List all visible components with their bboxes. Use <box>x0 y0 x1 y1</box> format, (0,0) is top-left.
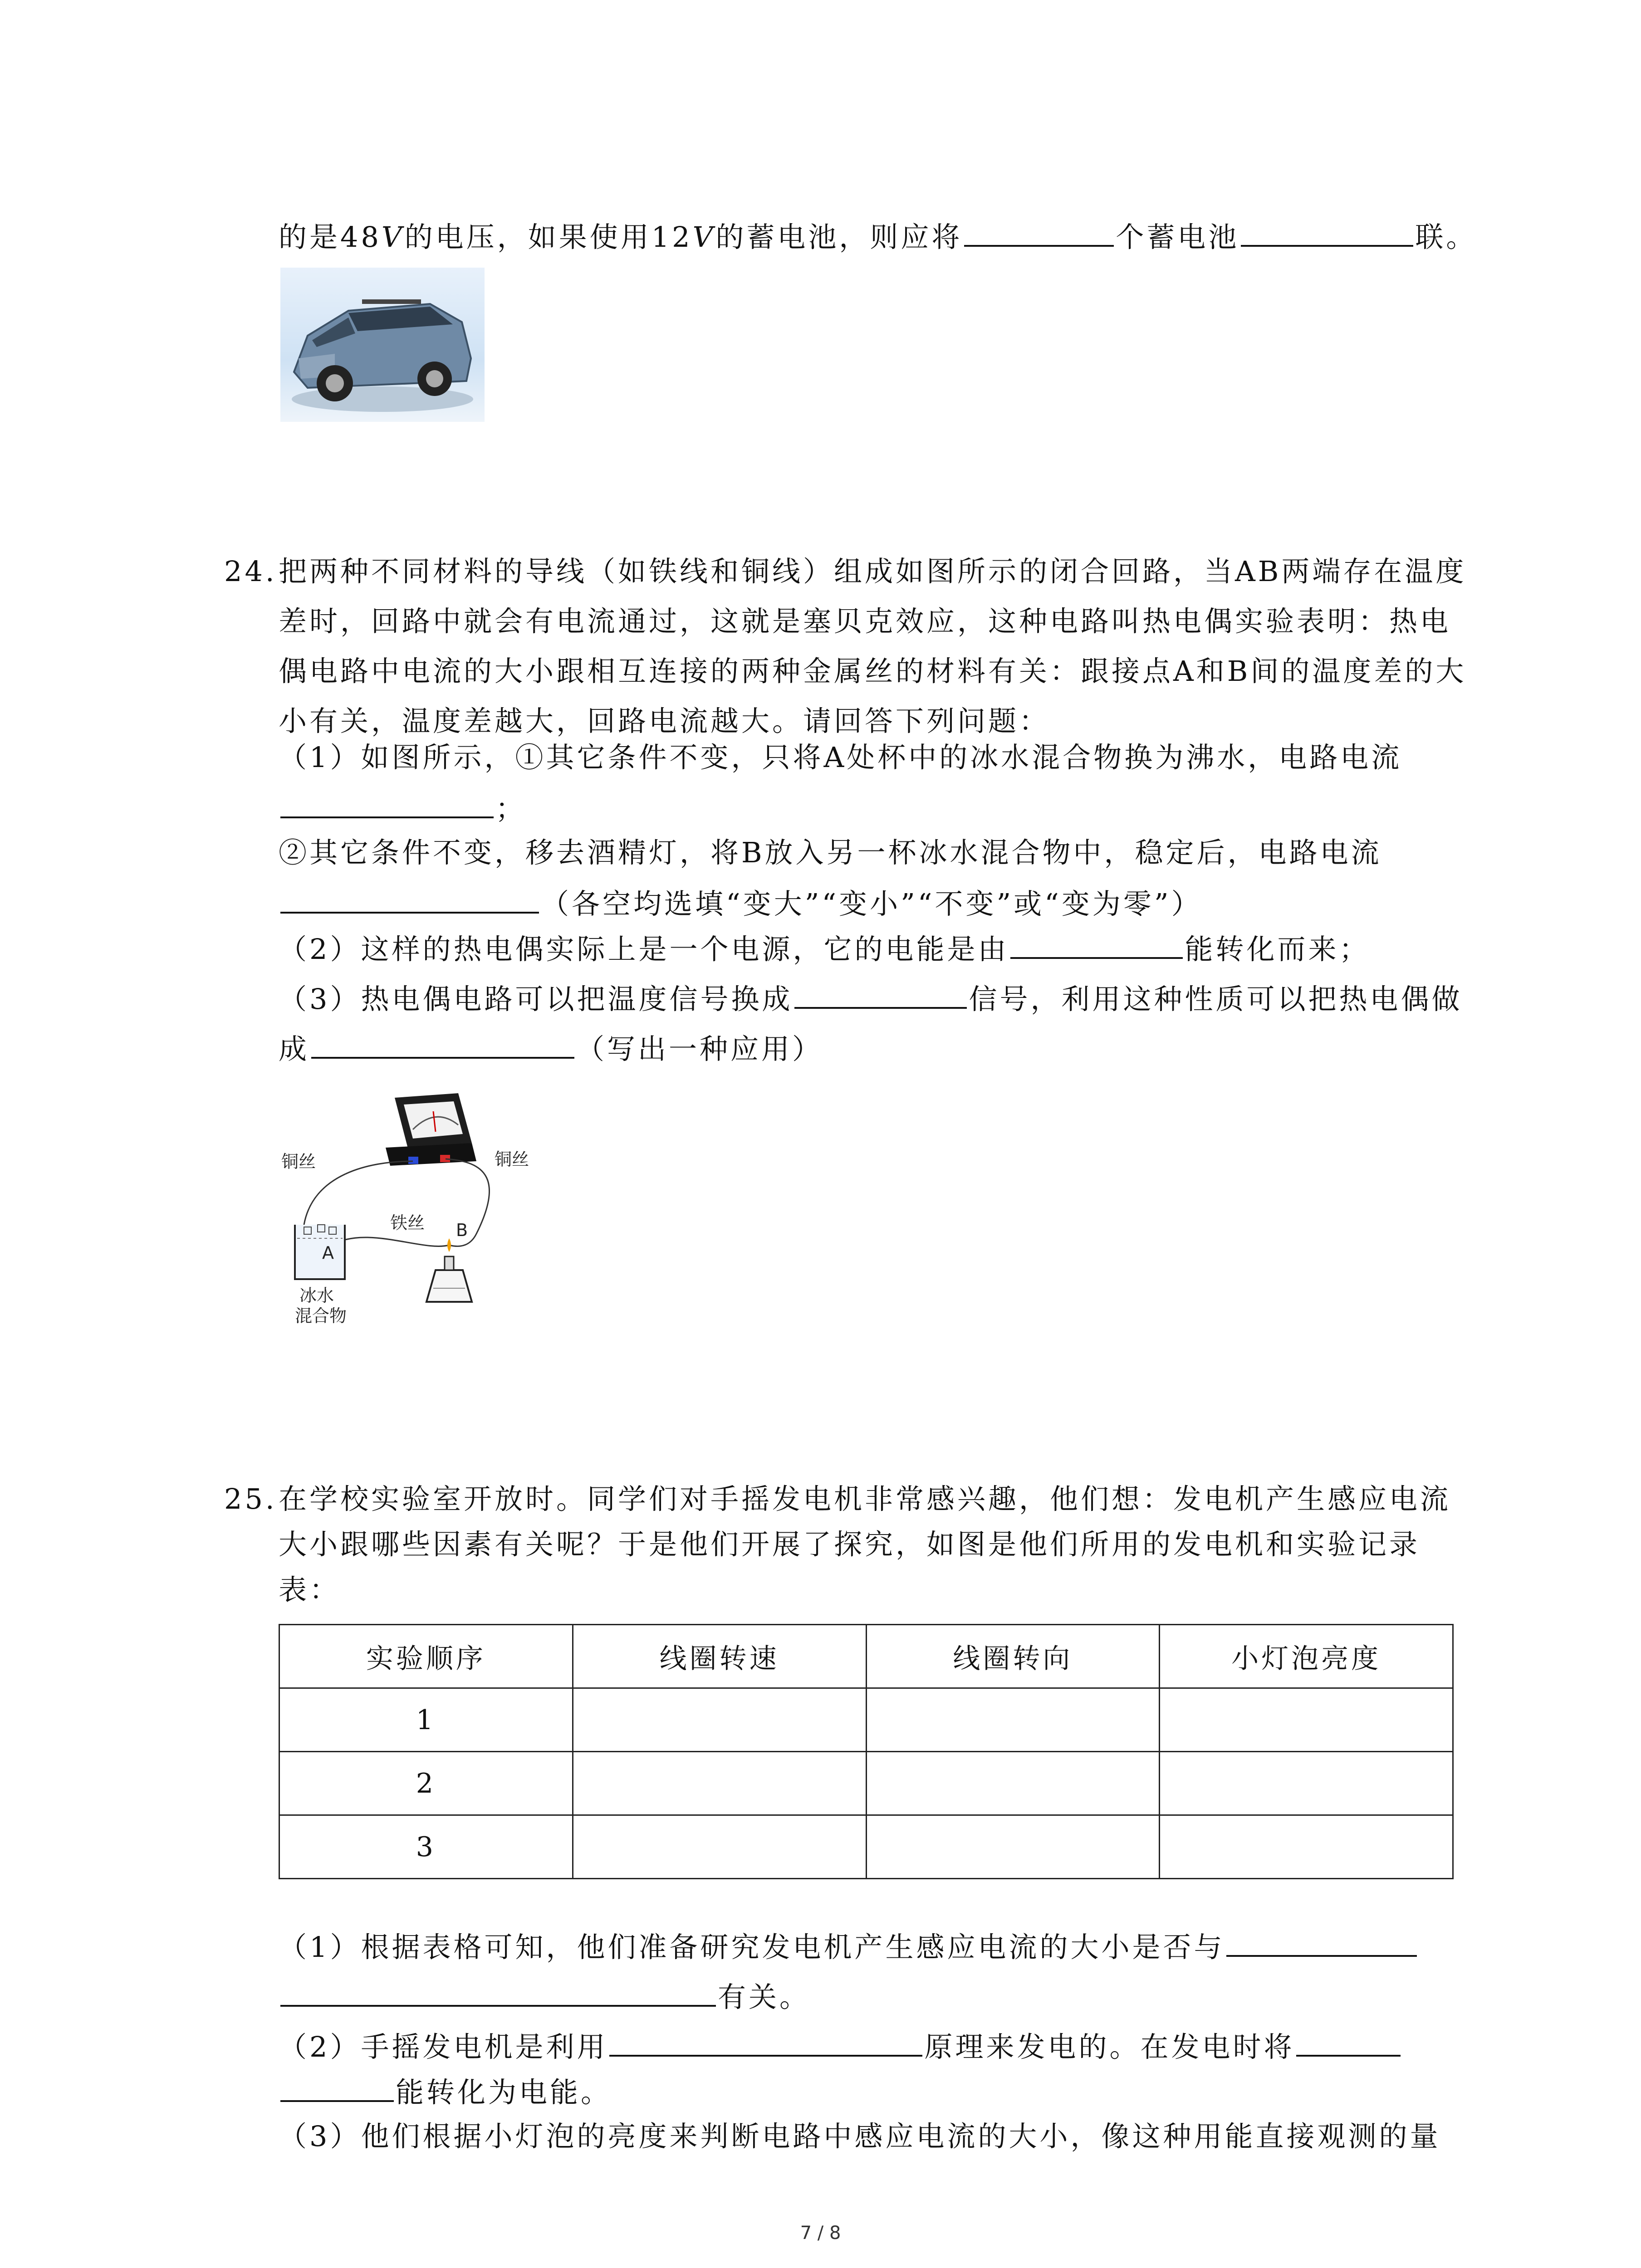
answer-blank[interactable] <box>1010 930 1183 959</box>
q25-part2b: 能转化为电能。 <box>279 2073 612 2111</box>
table-cell[interactable] <box>573 1752 866 1815</box>
table-header-cell: 线圈转向 <box>866 1625 1160 1688</box>
q25-text-line: 大小跟哪些因素有关呢？于是他们开展了探究，如图是他们所用的发电机和实验记录 <box>279 1528 1421 1561</box>
answer-blank[interactable] <box>1226 1928 1417 1957</box>
label-mixture: 混合物 <box>295 1306 347 1326</box>
table-cell[interactable] <box>573 1688 866 1752</box>
table-cell[interactable] <box>866 1815 1160 1879</box>
q24-part3b: 成 （写出一种应用） <box>279 1030 823 1067</box>
table-cell: 3 <box>279 1815 573 1879</box>
table-row <box>279 1688 1453 1752</box>
q25-part1: （1）根据表格可知，他们准备研究发电机产生感应电流的大小是否与 <box>279 1928 1419 1965</box>
q25-text-line: 在学校实验室开放时。同学们对手摇发电机非常感兴趣，他们想：发电机产生感应电流 <box>279 1482 1451 1515</box>
q24-part1b-answer: （各空均选填“变大”“变小”“不变”或“变为零”） <box>279 885 1202 922</box>
answer-blank[interactable] <box>280 789 494 818</box>
page-number: 7 / 8 <box>800 2223 841 2244</box>
q25-part2: （2）手摇发电机是利用 原理来发电的。在发电时将 <box>279 2028 1402 2065</box>
q25-part1b: 有关。 <box>279 1978 810 2015</box>
table-cell[interactable] <box>866 1752 1160 1815</box>
table-row <box>279 1752 1453 1815</box>
q24-text-line: 差时，回路中就会有电流通过，这就是塞贝克效应，这种电路叫热电偶实验表明：热电 <box>279 605 1451 638</box>
galvanometer-icon <box>386 1093 476 1166</box>
answer-blank[interactable] <box>1296 2028 1401 2057</box>
q24-text-line: 把两种不同材料的导线（如铁线和铜线）组成如图所示的闭合回路，当AB两端存在温度 <box>279 555 1467 588</box>
q24-part1: （1）如图所示，①其它条件不变，只将A处杯中的冰水混合物换为沸水，电路电流 <box>279 741 1402 774</box>
answer-blank[interactable] <box>280 2073 394 2102</box>
alcohol-lamp-icon <box>426 1238 472 1302</box>
table-cell: 2 <box>279 1752 573 1815</box>
label-point-b: B <box>456 1220 468 1240</box>
q24-part2: （2）这样的热电偶实际上是一个电源，它的电能是由 能转化而来； <box>279 930 1370 968</box>
thermocouple-figure <box>277 1089 594 1334</box>
suv-car-photo <box>280 268 485 422</box>
answer-blank[interactable] <box>964 218 1114 247</box>
q24-text-line: 小有关，温度差越大，回路电流越大。请回答下列问题： <box>279 704 1050 738</box>
q25-number: 25. <box>224 1482 277 1515</box>
table-cell[interactable] <box>1160 1688 1453 1752</box>
label-copper-left: 铜丝 <box>281 1152 316 1172</box>
table-header-cell: 小灯泡亮度 <box>1160 1625 1453 1688</box>
label-ice-water: 冰水 <box>299 1286 334 1305</box>
table-header-cell: 实验顺序 <box>279 1625 573 1688</box>
table-row <box>279 1815 1453 1879</box>
table-header-row <box>279 1625 1453 1688</box>
q24-part3: （3）热电偶电路可以把温度信号换成 信号，利用这种性质可以把热电偶做 <box>279 980 1462 1017</box>
table-cell[interactable] <box>573 1815 866 1879</box>
q23-line: 的是48V的电压，如果使用12V的蓄电池，则应将 个蓄电池 联。 <box>279 218 1477 255</box>
answer-blank[interactable] <box>794 980 967 1009</box>
answer-blank[interactable] <box>280 1978 716 2007</box>
q25-part3: （3）他们根据小灯泡的亮度来判断电路中感应电流的大小，像这种用能直接观测的量 <box>279 2120 1441 2153</box>
answer-blank[interactable] <box>311 1030 574 1059</box>
q24-part1-answer: ； <box>279 789 526 827</box>
table-cell: 1 <box>279 1688 573 1752</box>
table-cell[interactable] <box>1160 1815 1453 1879</box>
answer-blank[interactable] <box>280 885 539 914</box>
answer-blank[interactable] <box>609 2028 922 2057</box>
ice-water-beaker <box>295 1225 345 1279</box>
table-cell[interactable] <box>1160 1752 1453 1815</box>
label-copper-right: 铜丝 <box>495 1149 529 1169</box>
q24-text-line: 偶电路中电流的大小跟相互连接的两种金属丝的材料有关：跟接点A和B间的温度差的大 <box>279 655 1467 688</box>
q24-part1b: ②其它条件不变，移去酒精灯，将B放入另一杯冰水混合物中，稳定后，电路电流 <box>279 836 1382 869</box>
q25-text-line: 表： <box>279 1573 341 1606</box>
table-cell[interactable] <box>866 1688 1160 1752</box>
label-iron: 铁丝 <box>390 1213 425 1233</box>
label-point-a: A <box>322 1243 334 1263</box>
table-header-cell: 线圈转速 <box>573 1625 866 1688</box>
answer-blank[interactable] <box>1241 218 1413 247</box>
q24-number: 24. <box>224 555 277 588</box>
experiment-record-table <box>279 1624 1454 1879</box>
